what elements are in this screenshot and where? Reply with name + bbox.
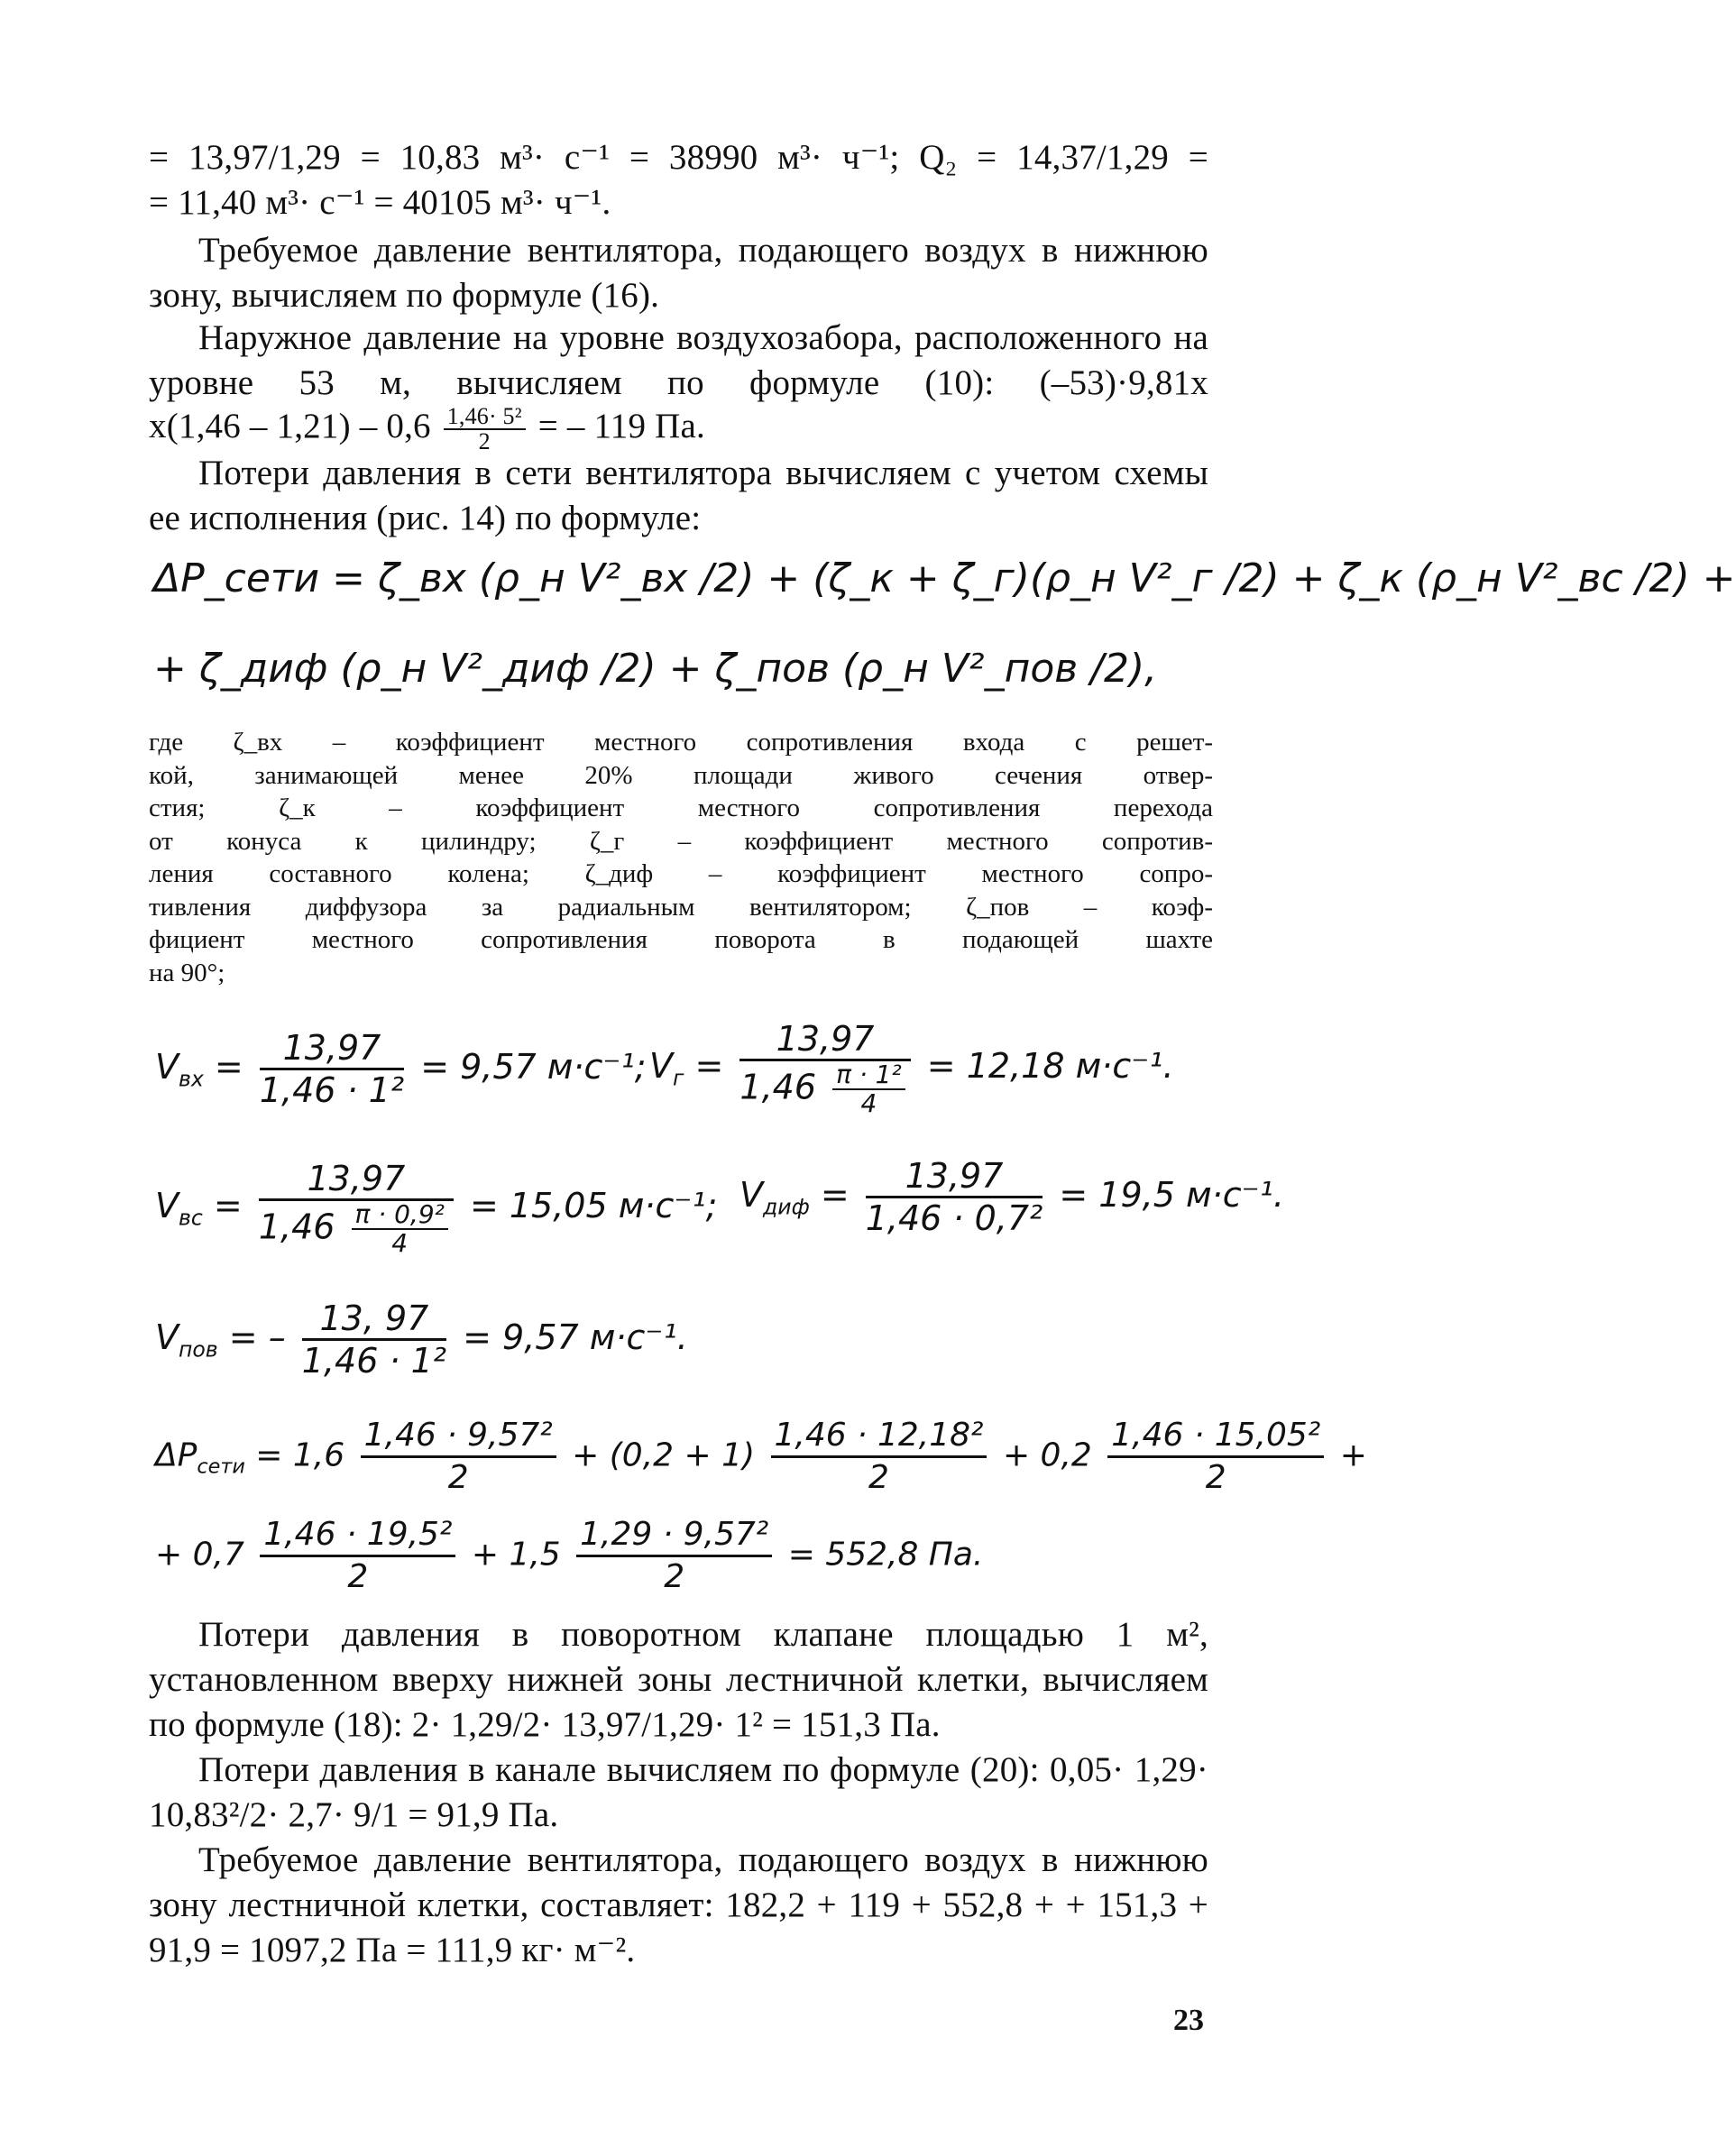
- formula-general-row-2: + ζ_диф (ρ_н V²_диф /2) + ζ_пов (ρ_н V²_пов /2),: [153, 646, 1158, 692]
- v-vs-den-den: 4: [391, 1228, 409, 1258]
- v-vx-result: = 9,57 м·с⁻¹;: [420, 1047, 647, 1087]
- formula-v-pov: $V_{пов}$ = – $\frac{13, 97}{\text{1,46 · 1²}}$ = 9,57 м·с⁻¹.: [155, 1299, 688, 1381]
- definition-line: стия; ζ_к – коэффициент местного сопротивления перехода: [149, 794, 1213, 822]
- outside-pressure-fraction-num: 1,46· 5²: [444, 405, 526, 430]
- v-pov-den: 1,46 · 1²: [301, 1341, 447, 1381]
- v-dif-fraction: [866, 1156, 1043, 1238]
- term-2-den: 2: [868, 1459, 889, 1496]
- outside-pressure-calc: [149, 404, 1208, 454]
- term-2-fraction: [771, 1416, 987, 1498]
- term-3-coef: + 0,2: [1002, 1436, 1092, 1474]
- v-dif-symbol: V: [739, 1175, 763, 1215]
- term-4-fraction: [260, 1515, 455, 1597]
- paragraph-outside-pressure: Наружное давление на уровне воздухозабора, расположенного на уровне 53 м, вычисляем по формуле (10): (–53)·9,81х: [149, 318, 1208, 402]
- v-pov-result: = 9,57 м·с⁻¹.: [463, 1317, 688, 1357]
- outside-pressure-fraction-den: 2: [478, 428, 491, 455]
- text-line-1: = 13,97/1,29 = 10,83 м³· с⁻¹ = 38990 м³· ч⁻¹; Q₂ = 14,37/1,29 =: [149, 138, 1208, 177]
- definition-line: кой, занимающей менее 20% площади живого сечения отвер-: [149, 760, 1213, 790]
- v-vs-den-pre: 1,46: [258, 1207, 335, 1247]
- formula-v-vx: $V_{вх}$ = $\frac{13,97}{\text{1,46 · 1²}}$ = 9,57 м·с⁻¹;: [155, 1028, 647, 1110]
- term-4-coef: + 0,7: [155, 1536, 244, 1574]
- paragraph-total-pressure: Требуемое давление вентилятора, подающего воздух в нижнюю зону лестничной клетки, составляет: 182,2 + 119 + 552,8 + + 151,3 + 91,9 = 1097,2 Па = 111,9 кг· м⁻².: [149, 1840, 1208, 1969]
- term-5-fraction: [576, 1515, 772, 1597]
- term-5-num: 1,29 · 9,57²: [576, 1515, 772, 1557]
- v-g-den-den: 4: [860, 1088, 877, 1118]
- v-g-symbol: V: [649, 1046, 673, 1086]
- v-vs-subscript: вс: [179, 1205, 203, 1231]
- formula-v-vs: $V_{вс}$ = 13,97 1,46 $\frac{\text{π · 0,9²}}{4}$ = 15,05 м·с⁻¹;: [155, 1159, 718, 1258]
- v-dif-subscript: диф: [763, 1194, 810, 1220]
- page-number: 23: [1173, 2004, 1204, 2037]
- v-dif-den: 1,46 · 0,7²: [865, 1198, 1043, 1238]
- v-vs-symbol: V: [155, 1186, 179, 1225]
- v-vx-symbol: V: [155, 1047, 179, 1087]
- v-vs-num: 13,97: [259, 1159, 454, 1201]
- paragraph-channel-losses: Потери давления в канале вычисляем по формуле (20): 0,05· 1,29· 10,83²/2· 2,7· 9/1 = 91,9 Па.: [149, 1750, 1208, 1834]
- term-1-den: 2: [447, 1459, 469, 1496]
- v-vs-den: [259, 1201, 454, 1257]
- paragraph-fan-pressure-intro: Требуемое давление вентилятора, подающего воздух в нижнюю зону, вычисляем по формуле (16).: [149, 231, 1208, 315]
- v-g-fraction: [739, 1019, 910, 1117]
- term-1-num: 1,46 · 9,57²: [361, 1416, 556, 1458]
- term-3-plus: +: [1339, 1436, 1367, 1474]
- v-vx-num: 13,97: [260, 1028, 404, 1070]
- v-pov-fraction: [302, 1299, 446, 1381]
- v-g-subscript: г: [673, 1065, 684, 1091]
- formula-network-numeric-row-2: [155, 1515, 983, 1597]
- formula-v-dif: $V_{диф}$ = $\frac{13,97}{\text{1,46 · 0,7²}}$ = 19,5 м·с⁻¹.: [739, 1156, 1284, 1238]
- v-vs-den-fraction: [352, 1201, 448, 1257]
- term-3-fraction: [1107, 1416, 1324, 1498]
- v-g-den-pre: 1,46: [739, 1067, 816, 1107]
- network-losses-result: = 552,8 Па.: [787, 1536, 984, 1574]
- v-dif-num: 13,97: [866, 1156, 1043, 1198]
- v-vx-fraction: [260, 1028, 404, 1110]
- v-pov-symbol: V: [155, 1317, 179, 1357]
- paragraph-valve-losses: Потери давления в поворотном клапане площадью 1 м², установленном вверху нижней зоны лестничной клетки, вычисляем по формуле (18): 2· 1,29/2· 13,97/1,29· 1² = 151,3 Па.: [149, 1615, 1208, 1744]
- v-vs-result: = 15,05 м·с⁻¹;: [469, 1186, 718, 1225]
- v-g-den-fraction: [832, 1061, 905, 1117]
- paragraph-network-losses: Потери давления в сети вентилятора вычисляем с учетом схемы ее исполнения (рис. 14) по формуле:: [149, 454, 1208, 537]
- v-g-den: [739, 1061, 910, 1117]
- outside-pressure-pre: х(1,46 – 1,21) – 0,6: [149, 407, 431, 445]
- v-pov-num: 13, 97: [302, 1299, 446, 1341]
- term-1-coef: = 1,6: [255, 1436, 345, 1474]
- definition-line: тивления диффузора за радиальным вентилятором; ζ_пов – коэф-: [149, 892, 1213, 922]
- v-g-num: 13,97: [739, 1019, 910, 1061]
- formula-network-numeric-row-1: [155, 1416, 1367, 1498]
- dp-subscript: сети: [197, 1455, 245, 1479]
- term-4-den: 2: [347, 1558, 369, 1595]
- v-vs-den-num: π · 0,9²: [352, 1201, 448, 1230]
- formula-general-row-1: ΔP_сети = ζ_вх (ρ_н V²_вх /2) + (ζ_к + ζ_г)(ρ_н V²_г /2) + ζ_к (ρ_н V²_вс /2) +: [153, 555, 1736, 601]
- term-3-num: 1,46 · 15,05²: [1107, 1416, 1324, 1458]
- v-vs-fraction: [259, 1159, 454, 1257]
- definition-line: где ζ_вх – коэффициент местного сопротивления входа с решет-: [149, 728, 1213, 757]
- term-2-coef: + (0,2 + 1): [572, 1436, 756, 1474]
- term-5-coef: + 1,5: [471, 1536, 561, 1574]
- text-line-2: = 11,40 м³· с⁻¹ = 40105 м³· ч⁻¹.: [149, 183, 611, 222]
- definition-line: ления составного колена; ζ_диф – коэффициент местного сопро-: [149, 859, 1213, 888]
- term-2-num: 1,46 · 12,18²: [771, 1416, 987, 1458]
- definition-line: от конуса к цилиндру; ζ_г – коэффициент местного сопротив-: [149, 826, 1213, 856]
- v-g-den-num: π · 1²: [832, 1061, 905, 1090]
- coefficient-definitions: [149, 726, 1213, 989]
- formula-v-g: $V_г$ = 13,97 1,46 $\frac{\text{π · 1²}}{4}$ = 12,18 м·с⁻¹.: [649, 1019, 1174, 1118]
- v-g-result: = 12,18 м·с⁻¹.: [926, 1046, 1174, 1086]
- dp-symbol: ΔP: [155, 1436, 197, 1474]
- term-1-fraction: [361, 1416, 556, 1498]
- term-5-den: 2: [664, 1558, 685, 1595]
- v-vx-subscript: вх: [179, 1066, 204, 1092]
- definition-line: фициент местного сопротивления поворота в подающей шахте: [149, 925, 1213, 954]
- v-vx-den: 1,46 · 1²: [259, 1070, 405, 1110]
- term-3-den: 2: [1205, 1459, 1226, 1496]
- outside-pressure-post: = – 119 Па.: [537, 407, 705, 445]
- v-dif-result: = 19,5 м·с⁻¹.: [1059, 1175, 1284, 1215]
- definition-line: на 90°;: [149, 958, 225, 987]
- outside-pressure-fraction: [444, 405, 526, 454]
- term-4-num: 1,46 · 19,5²: [260, 1515, 455, 1557]
- v-pov-subscript: пов: [179, 1336, 218, 1363]
